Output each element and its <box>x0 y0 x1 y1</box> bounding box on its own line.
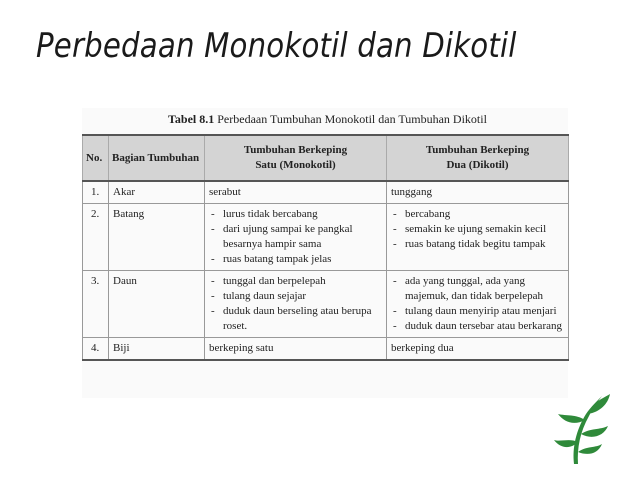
row-dicot <box>387 271 569 338</box>
row-number: 1. <box>83 181 109 204</box>
cell-text: berkeping dua <box>391 342 454 354</box>
table-image <box>82 108 568 398</box>
list-item: - duduk daun tersebar atau berkarang <box>391 319 564 334</box>
cell-text: serabut <box>209 186 241 198</box>
row-monocot <box>205 204 387 271</box>
list-item: - duduk daun berseling atau berupa roset. <box>209 304 382 334</box>
slide-title: Perbedaan Monokotil dan Dikotil <box>36 26 517 66</box>
list-item: - tunggal dan berpelepah <box>209 274 382 289</box>
list-item: - semakin ke ujung semakin kecil <box>391 222 564 237</box>
table-caption-text: Perbedaan Tumbuhan Monokotil dan Tumbuhan Dikotil <box>217 112 487 126</box>
table-header-row <box>83 135 569 181</box>
list-item: - ruas batang tampak jelas <box>209 252 382 267</box>
header-dicot-line1: Tumbuhan Berkeping <box>425 144 530 156</box>
comparison-table <box>82 134 569 361</box>
header-monocot-line1: Tumbuhan Berkeping <box>243 144 348 156</box>
table-row <box>83 338 569 361</box>
row-dicot <box>387 181 569 204</box>
table-row <box>83 181 569 204</box>
row-part: Daun <box>109 271 205 338</box>
table-number: Tabel 8.1 <box>168 112 215 126</box>
header-part: Bagian Tumbuhan <box>109 135 205 181</box>
header-monocot-line2: Satu (Monokotil) <box>255 159 336 171</box>
list-item: - ruas batang tidak begitu tampak <box>391 237 564 252</box>
row-monocot <box>205 271 387 338</box>
list-item: - tulang daun sejajar <box>209 289 382 304</box>
row-monocot <box>205 338 387 361</box>
table-row <box>83 271 569 338</box>
header-no: No. <box>83 135 109 181</box>
row-number: 2. <box>83 204 109 271</box>
list-item: - tulang daun menyirip atau menjari <box>391 304 564 319</box>
table-row <box>83 204 569 271</box>
row-monocot <box>205 181 387 204</box>
header-dicot-line2: Dua (Dikotil) <box>446 159 509 171</box>
list-item: - dari ujung sampai ke pangkal besarnya hampir sama <box>209 222 382 252</box>
table-caption <box>168 112 564 127</box>
row-number: 4. <box>83 338 109 361</box>
cell-text: berkeping satu <box>209 342 274 354</box>
row-part: Akar <box>109 181 205 204</box>
list-item: - lurus tidak bercabang <box>209 207 382 222</box>
row-part: Biji <box>109 338 205 361</box>
row-number: 3. <box>83 271 109 338</box>
cell-text: tunggang <box>391 186 432 198</box>
list-item: - bercabang <box>391 207 564 222</box>
row-dicot <box>387 338 569 361</box>
row-dicot <box>387 204 569 271</box>
plant-sprout-icon <box>552 390 612 466</box>
list-item: - ada yang tunggal, ada yang majemuk, dan tidak berpelepah <box>391 274 564 304</box>
header-monocot <box>205 135 387 181</box>
row-part: Batang <box>109 204 205 271</box>
header-dicot <box>387 135 569 181</box>
